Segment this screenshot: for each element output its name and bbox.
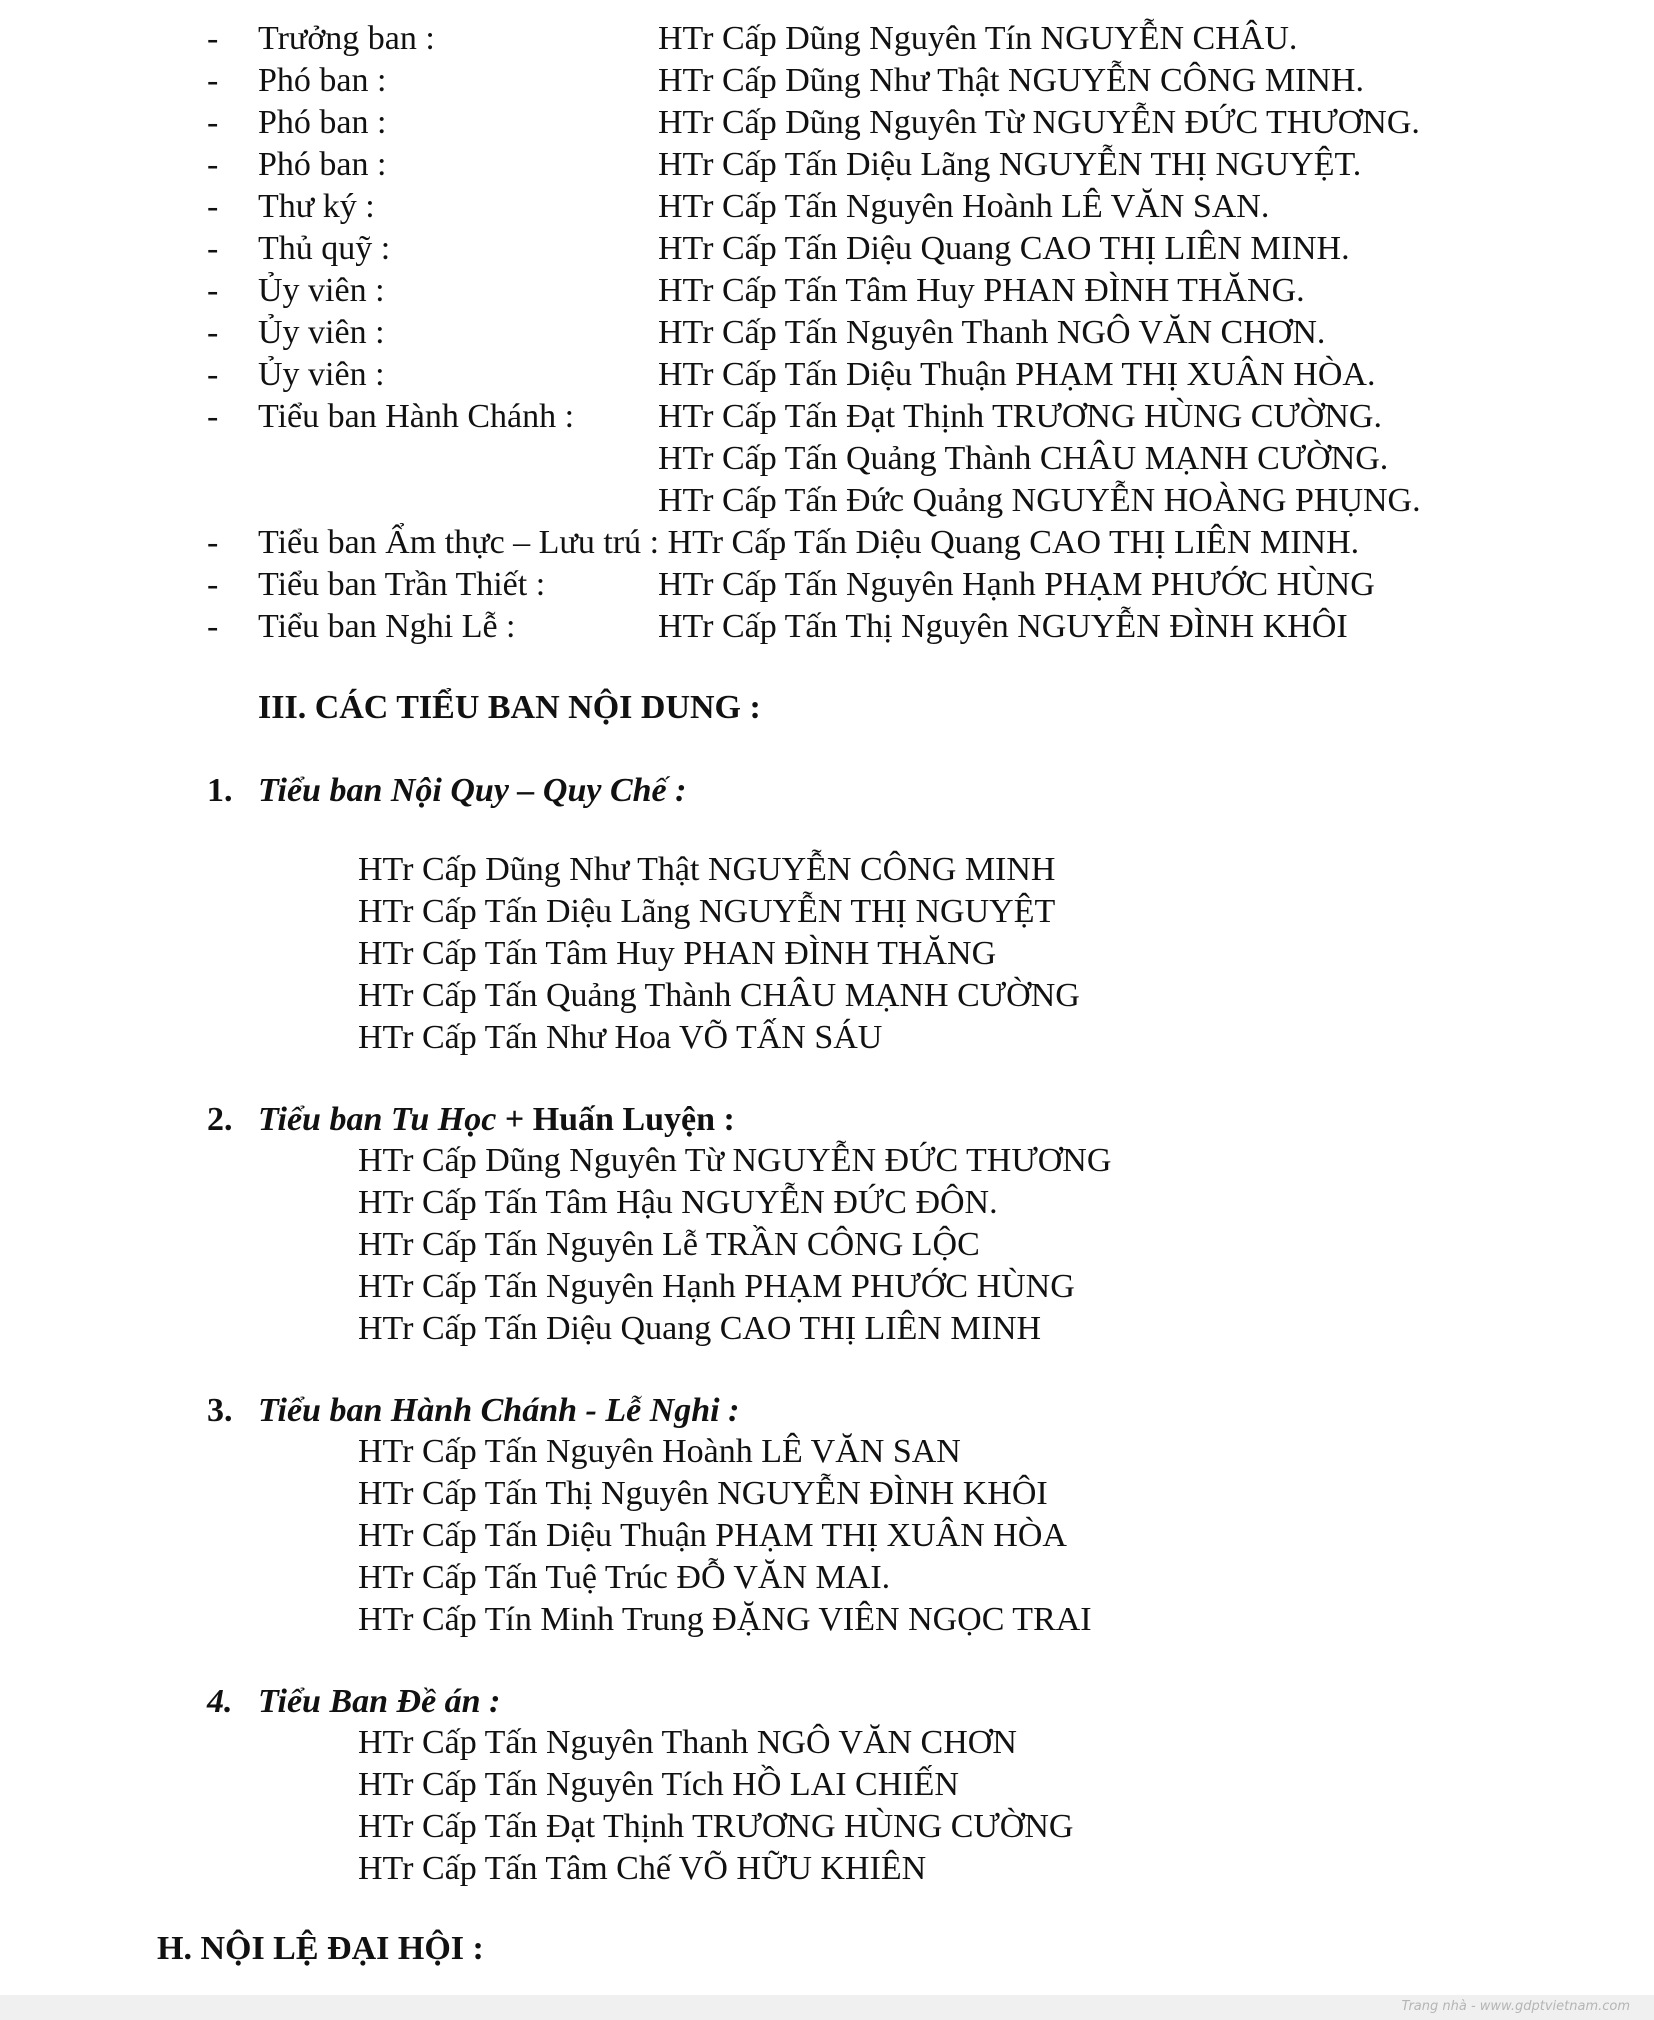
list-dash: -: [207, 188, 219, 225]
section-heading: H. NỘI LỆ ĐẠI HỘI :: [157, 1930, 484, 1967]
board-name: HTr Cấp Tấn Đạt Thịnh TRƯƠNG HÙNG CƯỜNG.: [658, 398, 1382, 435]
subcommittee-number: 2.: [207, 1101, 233, 1138]
subcommittee-title-italic: Tiểu ban Tu Học: [258, 1101, 497, 1138]
board-name: HTr Cấp Tấn Đức Quảng NGUYỄN HOÀNG PHỤNG.: [658, 482, 1421, 519]
list-dash: -: [207, 524, 219, 561]
subcommittee-title: [258, 1390, 739, 1432]
subcommittee-title-italic: Tiểu Ban Đề án :: [258, 1683, 501, 1720]
member: HTr Cấp Tấn Diệu Thuận PHẠM THỊ XUÂN HÒA: [358, 1517, 1067, 1554]
member: HTr Cấp Dũng Như Thật NGUYỄN CÔNG MINH: [358, 851, 1056, 888]
list-dash: -: [207, 566, 219, 603]
member: HTr Cấp Dũng Nguyên Từ NGUYỄN ĐỨC THƯƠNG: [358, 1142, 1112, 1179]
member: HTr Cấp Tấn Nguyên Hạnh PHẠM PHƯỚC HÙNG: [358, 1268, 1075, 1305]
subcommittee-title: [258, 770, 686, 812]
footer-bar: [0, 1995, 1654, 2020]
board-name: HTr Cấp Dũng Như Thật NGUYỄN CÔNG MINH.: [658, 62, 1364, 99]
subcommittee-title: [258, 1681, 500, 1723]
board-role: Thư ký :: [258, 188, 375, 225]
member: HTr Cấp Tấn Nguyên Hoành LÊ VĂN SAN: [358, 1433, 961, 1470]
member: HTr Cấp Tấn Tâm Huy PHAN ĐÌNH THĂNG: [358, 935, 997, 972]
member: HTr Cấp Tấn Quảng Thành CHÂU MẠNH CƯỜNG: [358, 977, 1080, 1014]
board-role: Tiểu ban Nghi Lễ :: [258, 608, 516, 645]
member: HTr Cấp Tấn Nguyên Tích HỒ LAI CHIẾN: [358, 1766, 959, 1803]
subcommittee-number: 1.: [207, 772, 233, 809]
list-dash: -: [207, 104, 219, 141]
list-dash: -: [207, 230, 219, 267]
list-dash: -: [207, 356, 219, 393]
board-role: Phó ban :: [258, 104, 387, 141]
board-role: Tiểu ban Hành Chánh :: [258, 398, 575, 435]
list-dash: -: [207, 272, 219, 309]
board-role: Ủy viên :: [258, 272, 385, 309]
board-name: HTr Cấp Tấn Diệu Thuận PHẠM THỊ XUÂN HÒA.: [658, 356, 1376, 393]
subcommittee-title-italic: Tiểu ban Hành Chánh - Lễ Nghi :: [258, 1392, 740, 1429]
member: HTr Cấp Tấn Tâm Chế VÕ HỮU KHIÊN: [358, 1850, 927, 1887]
board-name: HTr Cấp Tấn Diệu Quang CAO THỊ LIÊN MINH.: [658, 230, 1350, 267]
member: HTr Cấp Tấn Như Hoa VÕ TẤN SÁU: [358, 1019, 883, 1056]
member: HTr Cấp Tấn Diệu Lãng NGUYỄN THỊ NGUYỆT: [358, 893, 1056, 930]
board-role: Thủ quỹ :: [258, 230, 391, 267]
list-dash: -: [207, 146, 219, 183]
member: HTr Cấp Tín Minh Trung ĐẶNG VIÊN NGỌC TRAI: [358, 1601, 1092, 1638]
board-name: HTr Cấp Tấn Tâm Huy PHAN ĐÌNH THĂNG.: [658, 272, 1305, 309]
member: HTr Cấp Tấn Diệu Quang CAO THỊ LIÊN MINH: [358, 1310, 1042, 1347]
subcommittee-title-bold: + Huấn Luyện :: [496, 1101, 735, 1138]
board-role-inline: Tiểu ban Ẩm thực – Lưu trú : HTr Cấp Tấn Diệu Quang CAO THỊ LIÊN MINH.: [258, 524, 1360, 561]
section-heading: III. CÁC TIỂU BAN NỘI DUNG :: [258, 689, 761, 726]
member: HTr Cấp Tấn Nguyên Lễ TRẦN CÔNG LỘC: [358, 1226, 980, 1263]
board-role: Trưởng ban :: [258, 20, 435, 57]
list-dash: -: [207, 20, 219, 57]
board-name: HTr Cấp Dũng Nguyên Từ NGUYỄN ĐỨC THƯƠNG.: [658, 104, 1420, 141]
subcommittee-title-italic: Tiểu ban Nội Quy – Quy Chế :: [258, 772, 687, 809]
member: HTr Cấp Tấn Tâm Hậu NGUYỄN ĐỨC ĐÔN.: [358, 1184, 998, 1221]
list-dash: -: [207, 608, 219, 645]
board-name: HTr Cấp Tấn Quảng Thành CHÂU MẠNH CƯỜNG.: [658, 440, 1389, 477]
board-name: HTr Cấp Tấn Nguyên Hạnh PHẠM PHƯỚC HÙNG: [658, 566, 1375, 603]
list-dash: -: [207, 398, 219, 435]
member: HTr Cấp Tấn Tuệ Trúc ĐỖ VĂN MAI.: [358, 1559, 891, 1596]
board-role: Ủy viên :: [258, 314, 385, 351]
board-role: Tiểu ban Trần Thiết :: [258, 566, 546, 603]
board-role: Phó ban :: [258, 146, 387, 183]
member: HTr Cấp Tấn Nguyên Thanh NGÔ VĂN CHƠN: [358, 1724, 1017, 1761]
board-name: HTr Cấp Tấn Diệu Lãng NGUYỄN THỊ NGUYỆT.: [658, 146, 1362, 183]
member: HTr Cấp Tấn Đạt Thịnh TRƯƠNG HÙNG CƯỜNG: [358, 1808, 1074, 1845]
subcommittee-number: 3.: [207, 1392, 233, 1429]
list-dash: -: [207, 314, 219, 351]
board-name: HTr Cấp Dũng Nguyên Tín NGUYỄN CHÂU.: [658, 20, 1298, 57]
board-role: Phó ban :: [258, 62, 387, 99]
board-name: HTr Cấp Tấn Nguyên Hoành LÊ VĂN SAN.: [658, 188, 1270, 225]
board-name: HTr Cấp Tấn Thị Nguyên NGUYỄN ĐÌNH KHÔI: [658, 608, 1348, 645]
footer-text: Trang nhà - www.gdptvietnam.com: [1401, 1999, 1630, 2014]
board-name: HTr Cấp Tấn Nguyên Thanh NGÔ VĂN CHƠN.: [658, 314, 1326, 351]
subcommittee-title: [258, 1099, 735, 1141]
board-role: Ủy viên :: [258, 356, 385, 393]
member: HTr Cấp Tấn Thị Nguyên NGUYỄN ĐÌNH KHÔI: [358, 1475, 1048, 1512]
list-dash: -: [207, 62, 219, 99]
subcommittee-number: 4.: [207, 1683, 233, 1720]
